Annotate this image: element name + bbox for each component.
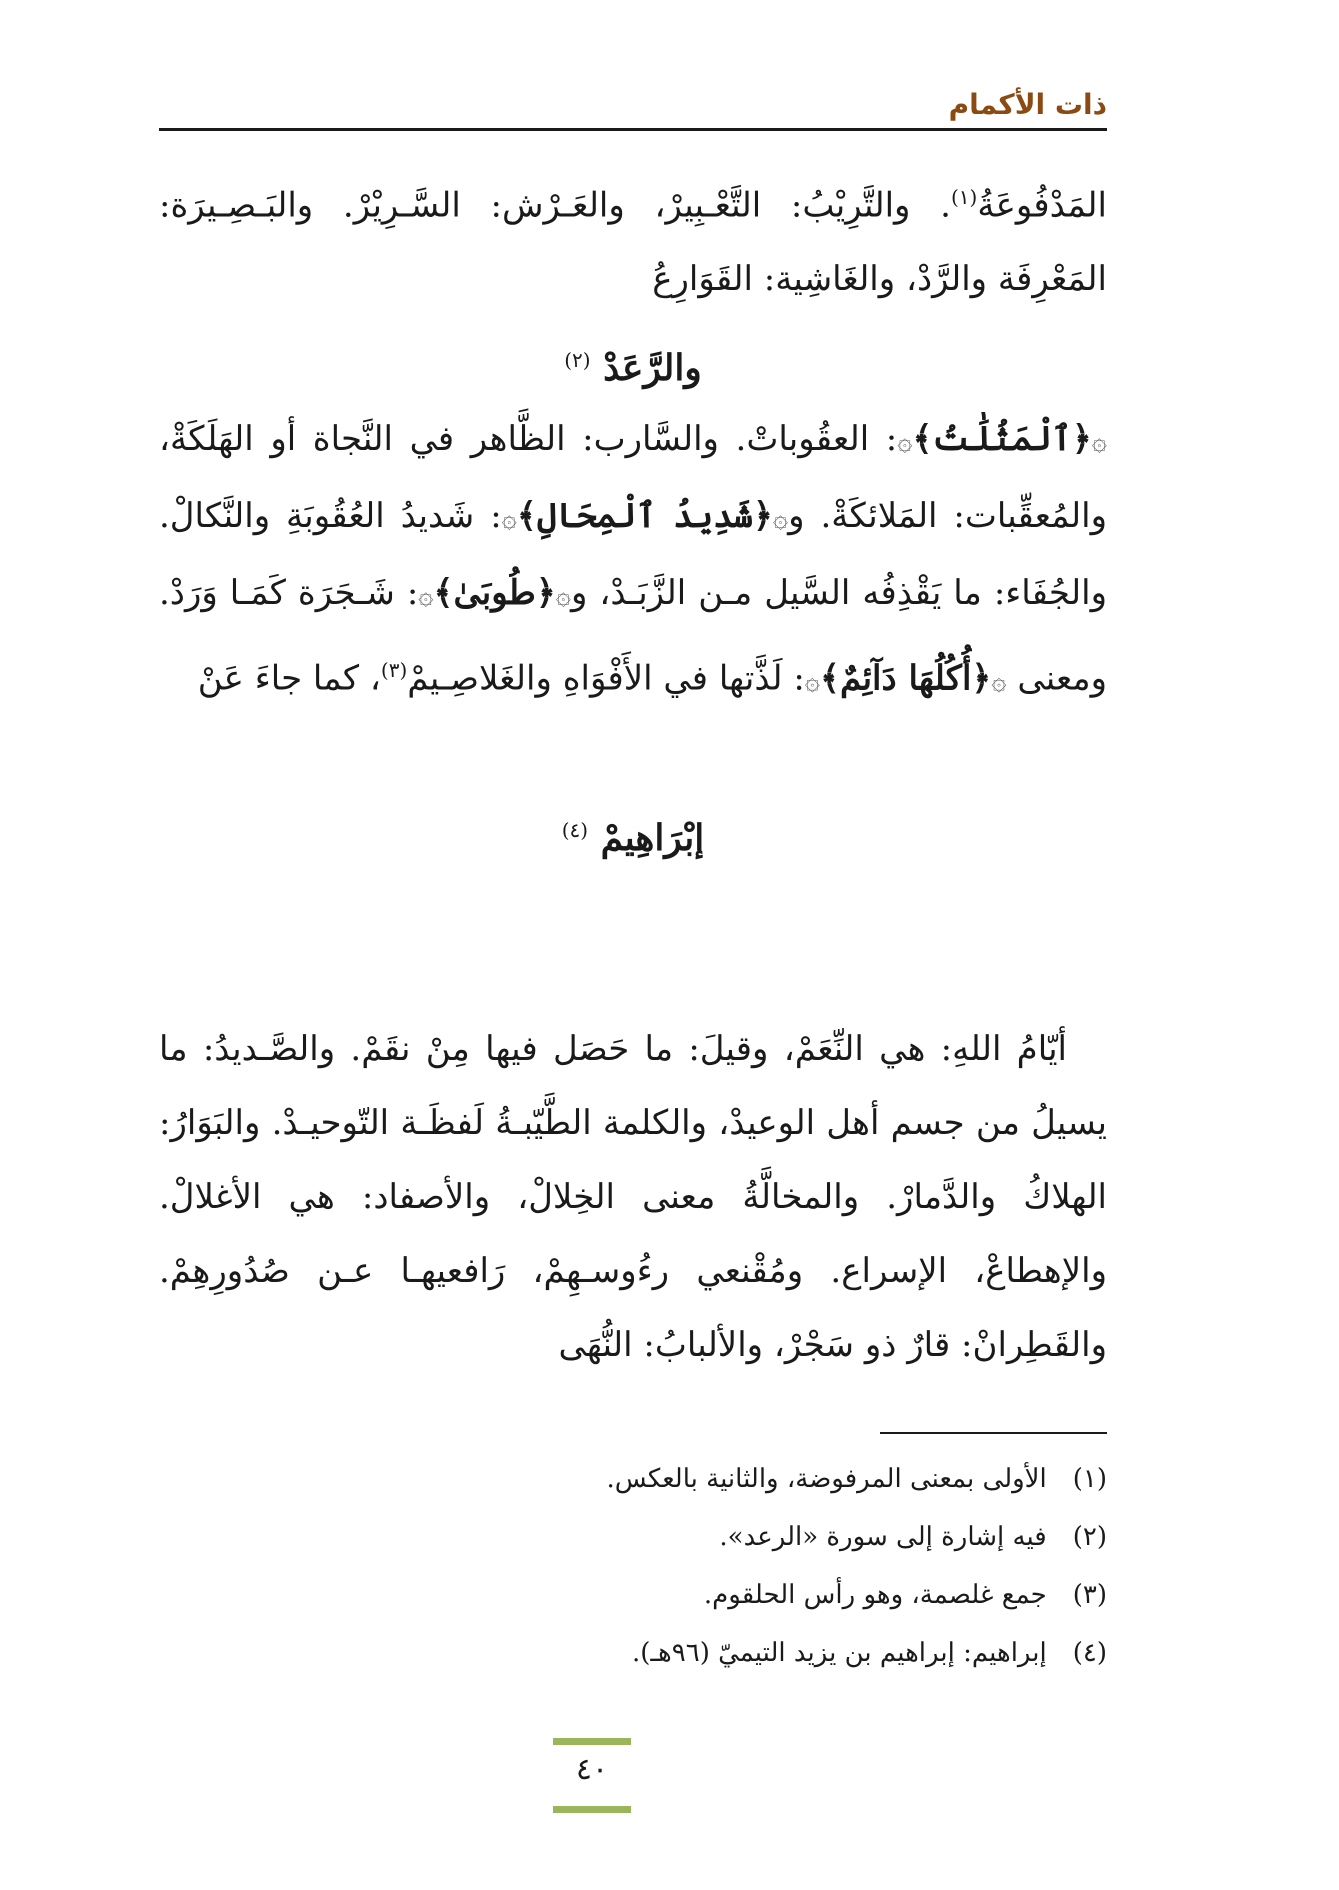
quran-bracket-open-icon: ﴿ [535,573,556,613]
running-header-title: ذات الأكمام [948,88,1107,121]
section-heading-raad [159,330,1107,398]
quran-term-mathulat: ٱلْمَثُلَٰتُ [932,419,1072,459]
page-number: ٤٠ [575,1752,609,1787]
paragraph-2-text-a: : العقُوباتْ. والسَّارب: الظَّاهر في النَّجاة أو الهَلَكَةْ، والمُعقِّبات: المَلائكَةْ. و [159,419,1107,536]
footnote-item [159,1450,1107,1508]
quran-term-ukuluha-daim: أُكُلُهَا دَآئِمٌ [839,658,972,699]
footnote-separator [880,1432,1107,1434]
footnote-item [159,1566,1107,1624]
footnote-ref-1[interactable]: (١) [950,185,978,209]
page-number-bar-top [553,1738,631,1745]
quran-bracket-close-icon: ﴾ [433,573,454,613]
paragraph-2-text-e: ، كما جاءَ عَنْ [197,658,381,699]
footnote-item [159,1624,1107,1682]
footnote-ref-3[interactable]: (٣) [380,658,408,682]
paragraph-2-text-d: : لَذَّتها في الأَفْوَاهِ والغَلاصِـيمْ [407,658,805,699]
footnote-text: الأولى بمعنى المرفوضة، والثانية بالعكس. [606,1464,1047,1494]
ornament-icon: ۞ [555,581,572,611]
footnotes [159,1450,1107,1682]
section-heading-ibrahim-text: إبْرَاهِيمْ [600,817,705,859]
paragraph-1-text-b: . والتَّرِيْبُ: التَّعْـبِيرْ، والعَـرْش: السَّـرِيْرْ. والبَـصِـيرَة: المَعْرِفَة والرَّدْ، والغَاشِية: القَوَارِعُ [159,185,1107,300]
footnote-text: إبراهيم: إبراهيم بن يزيد التيميّ (٩٦هـ). [632,1638,1047,1668]
quran-bracket-close-icon: ﴾ [820,658,840,699]
ornament-icon: ۞ [772,504,789,534]
paragraph-3 [159,1012,1107,1382]
footnote-item [159,1508,1107,1566]
quran-bracket-close-icon: ﴾ [912,419,933,459]
paragraph-3-text: أيّامُ اللهِ: هي النِّعَمْ، وقيلَ: ما حَصَل فيها مِنْ نقَمْ. والصَّـديدُ: ما يسيلُ من جسم أهل الوعيدْ، والكلمة الطَّيّبـةُ لَفظَـة التّوحيـدْ. والبَوَارُ: الهلاكُ والدَّمارْ. والمخالَّةُ معنى الخِلالْ، والأصفاد: هي الأغلالْ. والإهطاعْ، الإسراع. ومُقْنعي رءُوسـهِمْ، رَافعيهـا عـن صُدُورِهِمْ. والقَطِرانْ: قارٌ ذو سَجْرْ، والألبابُ: النُّهَى [159,1029,1107,1365]
footnote-ref-2[interactable]: (٢) [564,348,591,372]
footnote-text: فيه إشارة إلى سورة «الرعد». [719,1522,1047,1552]
quran-bracket-open-icon: ﴿ [752,496,773,536]
page-number-bar-bottom [553,1806,631,1813]
paragraph-1-text-a: المَدْفُوعَةُ [977,185,1107,226]
footnote-text: جمع غلصمة، وهو رأس الحلقوم. [703,1580,1047,1610]
section-heading-raad-text: والرَّعَدْ [603,347,702,389]
paragraph-2-text-b: : شَديدُ العُقُوبَةِ والنَّكالْ. والجُفَاء: ما يَقْذِفُه السَّيل مـن الزَّبَـدْ، و [159,496,1107,613]
quran-bracket-open-icon: ﴿ [971,658,992,699]
footnote-number: (٤) [1072,1638,1107,1668]
footnote-number: (١) [1072,1464,1107,1494]
ornament-icon: ۞ [991,666,1007,697]
quran-bracket-open-icon: ﴿ [1071,419,1092,459]
footnote-ref-4[interactable]: (٤) [561,818,589,842]
quran-term-shadid-almihal: شَدِيدُ ٱلْمِحَالِ [536,496,753,536]
paragraph-2-text-c: : شَـجَرَة كَمَـا وَرَدْ. ومعنى [159,573,1107,699]
ornament-icon: ۞ [1091,427,1107,457]
ornament-icon: ۞ [897,427,913,457]
section-heading-ibrahim [159,800,1107,868]
header-rule [159,128,1107,131]
ornament-icon: ۞ [804,666,821,697]
paragraph-2 [159,402,1107,718]
footnote-number: (٢) [1072,1522,1107,1552]
quran-term-tuba: طُوبَىٰ [453,573,536,613]
quran-bracket-close-icon: ﴾ [516,496,537,536]
paragraph-1 [159,160,1107,316]
ornament-icon: ۞ [418,581,434,611]
ornament-icon: ۞ [501,504,517,534]
footnote-number: (٣) [1072,1580,1107,1610]
